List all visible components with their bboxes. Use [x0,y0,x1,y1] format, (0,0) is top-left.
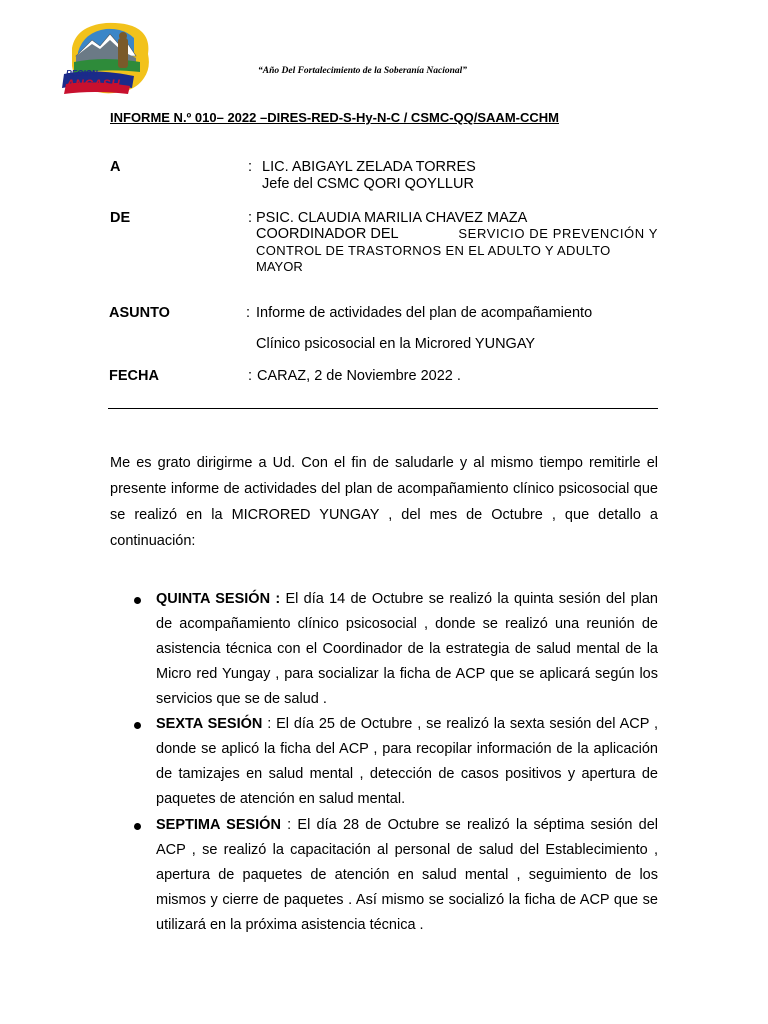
session-title: SEXTA SESIÓN [156,716,263,732]
logo-line2: ANCASH [66,77,121,91]
header-divider [108,408,658,409]
session-title: SEPTIMA SESIÓN [156,817,281,833]
bullet-icon [134,722,141,729]
from-role-rest: SERVICIO DE PREVENCIÓN Y [458,226,658,241]
subject-colon: : [246,305,251,321]
bullet-icon [134,823,141,830]
session-text: : El día 28 de Octubre se realizó la séptima sesión del ACP , se realizó la capacitación al personal de salud del Establecimiento , apertura de paquetes de atención en salud mental , seguimiento de los mismos y cierre de paquetes . Así mismo se socializó la ficha de ACP que se utilizará en la próxima asistencia técnica . [156,817,658,933]
session-title: QUINTA SESIÓN : [156,591,281,607]
intro-paragraph: Me es grato dirigirme a Ud. Con el fin de saludarle y al mismo tiempo remitirle el presente informe de actividades del plan de acompañamiento clínico psicosocial que se realizó en la MICRORED YUNGAY , del mes de Octubre , que detallo a continuación: [110,455,658,549]
subject-line2: Clínico psicosocial en la Microred YUNGAY [256,336,536,352]
session-item [156,712,658,812]
to-label: A [110,159,121,175]
session-text: El día 14 de Octubre se realizó la quinta sesión del plan de acompañamiento clínico psicosocial , donde se realizó una reunión de asistencia técnica con el Coordinador de la estrategia de salud mental de la Micro red Yungay , para socializar la ficha de ACP que se aplicará según los servicios que se de salud . [156,591,658,707]
to-position: Jefe del CSMC QORI QOYLLUR [262,176,474,192]
from-role-line3: MAYOR [256,259,303,274]
to-name: LIC. ABIGAYL ZELADA TORRES [262,159,476,175]
to-colon: : [248,159,253,175]
region-ancash-logo-icon [54,18,156,98]
from-role-line2: CONTROL DE TRASTORNOS EN EL ADULTO Y ADULTO [256,243,611,258]
logo-line1: REGION [66,69,98,78]
bullet-icon [134,597,141,604]
date-label: FECHA [109,368,159,384]
from-name: PSIC. CLAUDIA MARILIA CHAVEZ MAZA [256,210,528,226]
report-number: INFORME N.º 010– 2022 –DIRES-RED-S-Hy-N-C / CSMC-QQ/SAAM-CCHM [110,110,559,125]
subject-line1: Informe de actividades del plan de acompañamiento [256,305,593,321]
session-item [156,587,658,712]
subject-label: ASUNTO [109,305,170,321]
date-colon: : [248,368,253,384]
from-label: DE [110,210,131,226]
from-role-line1 [256,226,658,242]
from-role-word: COORDINADOR DEL [256,226,399,242]
session-item [156,813,658,938]
year-motto: “Año Del Fortalecimiento de la Soberanía Nacional” [258,66,468,76]
date-value: CARAZ, 2 de Noviembre 2022 . [257,368,461,384]
from-colon: : [248,210,253,226]
session-text: : El día 25 de Octubre , se realizó la sexta sesión del ACP , donde se aplicó la ficha del ACP , para recopilar información de la aplicación de tamizajes en salud mental , detección de casos positivos y apertura de paquetes de atención en salud mental. [156,716,658,807]
